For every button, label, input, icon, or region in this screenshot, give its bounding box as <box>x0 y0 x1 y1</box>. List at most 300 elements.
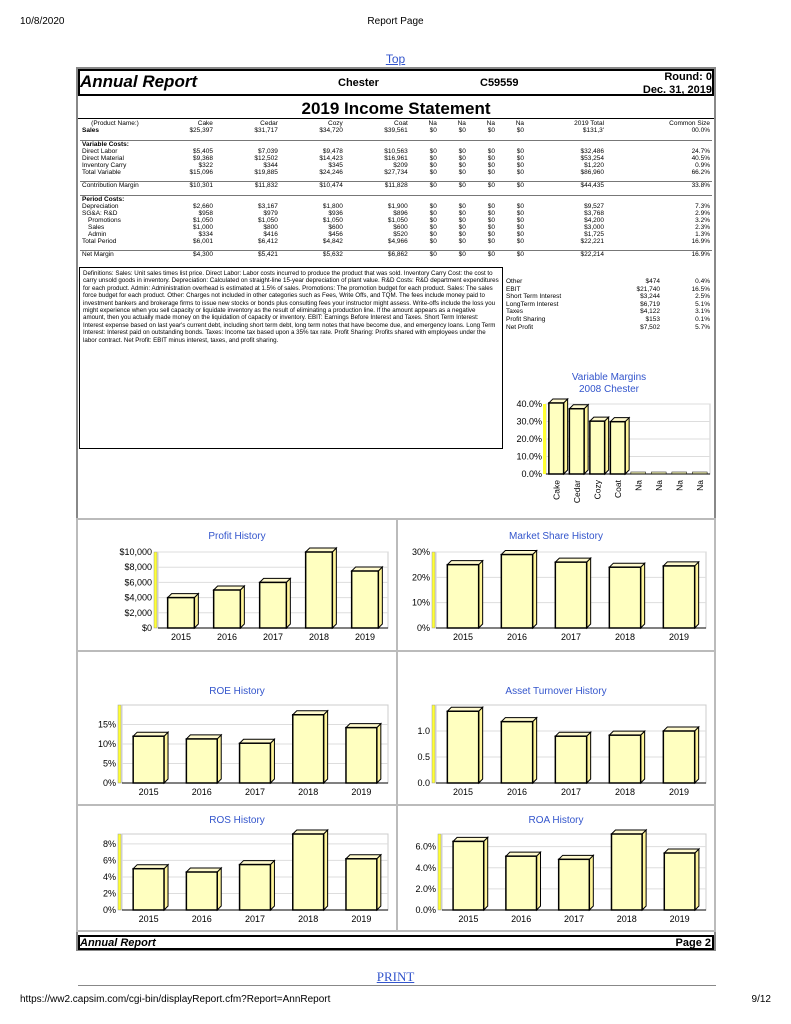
table-row <box>80 162 712 169</box>
bar-2018 <box>609 731 644 783</box>
table-cell: $0 <box>458 154 466 162</box>
table-cell: $0 <box>439 182 468 190</box>
round-label: Round: 0 <box>664 71 712 83</box>
variable-margins-heading: Variable Margins <box>571 372 647 383</box>
header-label: (Product Name:) <box>91 120 139 127</box>
table-cell: $0 <box>429 202 437 210</box>
row-label: Variable Costs: <box>80 140 150 148</box>
x-tick-label: 2017 <box>262 632 284 642</box>
table-cell: $0 <box>487 223 495 231</box>
roe-history-chart <box>78 683 396 803</box>
table-cell: $0 <box>487 168 495 176</box>
table-row <box>80 155 712 162</box>
table-cell: $44,435 <box>526 182 606 190</box>
table-cell: $19,885 <box>254 168 278 176</box>
row-label: Net Margin <box>80 251 150 259</box>
other-item-pct: 0.1% <box>695 315 710 323</box>
table-cell: 2.3% <box>695 223 710 231</box>
bar-2016 <box>501 551 536 628</box>
print-header-title: Report Page <box>367 16 424 27</box>
y-tick-label: 0% <box>416 623 430 633</box>
x-tick-label: Na <box>633 480 644 491</box>
bar-2015 <box>133 865 168 910</box>
table-cell: $936 <box>328 209 343 217</box>
bar-2015 <box>168 594 199 628</box>
bar-2016 <box>214 586 245 628</box>
bar-2018 <box>611 830 646 910</box>
divider <box>78 118 714 119</box>
row-label: Sales <box>88 223 105 231</box>
product-header: Cedar <box>260 120 278 127</box>
row-label: Period Costs: <box>80 195 150 203</box>
table-cell: $344 <box>263 161 278 169</box>
table-row <box>80 210 712 217</box>
table-cell: $0 <box>516 127 524 134</box>
size-header: Common Size <box>669 120 710 127</box>
table-cell <box>410 195 439 203</box>
y-tick-label: 0% <box>102 778 116 788</box>
other-item-row <box>506 308 716 316</box>
table-cell: 2.9% <box>695 209 710 217</box>
table-cell: $4,300 <box>150 251 215 259</box>
bar-Cozy <box>590 417 609 474</box>
table-cell: $1,050 <box>193 216 213 224</box>
income-statement-title: 2019 Income Statement <box>301 99 491 118</box>
x-tick-label: Na <box>694 480 705 491</box>
x-tick-label: 2015 <box>458 914 479 924</box>
x-tick-label: 2015 <box>138 787 159 797</box>
table-row <box>80 231 712 238</box>
table-cell: $1,220 <box>584 161 605 169</box>
other-item-pct: 5.7% <box>695 323 710 331</box>
table-cell: $3,000 <box>584 223 605 231</box>
table-cell: $6,001 <box>193 237 213 245</box>
other-item-row <box>506 301 716 309</box>
table-cell: $0 <box>439 251 468 259</box>
table-cell: $1,050 <box>322 216 343 224</box>
x-tick-label: 2017 <box>244 914 266 924</box>
table-cell: $0 <box>429 168 437 176</box>
table-cell: $0 <box>458 202 466 210</box>
table-cell: $0 <box>410 251 439 259</box>
other-item-row <box>506 286 716 294</box>
table-cell: $0 <box>487 237 495 245</box>
product-header: Cozy <box>328 120 343 127</box>
other-item-pct: 0.4% <box>695 278 710 285</box>
table-cell <box>526 195 606 203</box>
y-tick-label: 2% <box>102 888 116 899</box>
y-axis-bar <box>432 705 435 783</box>
other-item-value: $7,502 <box>640 323 660 331</box>
x-tick-label: 2017 <box>560 632 582 642</box>
other-item-value: $3,244 <box>640 293 660 301</box>
x-tick-label: Cedar <box>571 480 582 504</box>
y-tick-label: 0% <box>102 905 116 915</box>
grid-divider-horizontal <box>76 804 716 806</box>
table-cell <box>468 195 497 203</box>
other-item-pct: 2.5% <box>695 293 710 301</box>
print-date: 10/8/2020 <box>20 16 65 27</box>
table-cell: $0 <box>516 168 524 176</box>
x-tick-label: 2017 <box>244 787 266 797</box>
table-cell: $0 <box>487 127 495 134</box>
table-cell: $1,000 <box>193 223 213 231</box>
table-cell: $0 <box>516 154 524 162</box>
page-number: 9/12 <box>751 994 771 1005</box>
x-tick-label: 2018 <box>298 914 319 924</box>
table-cell <box>439 140 468 148</box>
profit-history-chart <box>78 528 396 648</box>
other-item-label: Profit Sharing <box>506 315 546 323</box>
table-cell: $800 <box>263 223 278 231</box>
table-cell: $416 <box>263 230 278 238</box>
table-row <box>80 238 712 245</box>
table-cell <box>345 195 410 203</box>
bar-2016 <box>186 735 221 783</box>
table-cell: 7.3% <box>695 202 710 210</box>
table-cell: 3.2% <box>695 216 710 224</box>
other-item-label: Taxes <box>506 308 523 316</box>
table-cell: $5,405 <box>193 147 213 155</box>
table-cell: $0 <box>497 182 526 190</box>
row-label: Direct Material <box>82 154 124 162</box>
table-cell: $0 <box>429 237 437 245</box>
table-cell: 0.9% <box>695 161 710 169</box>
y-tick-label: $8,000 <box>124 562 152 573</box>
bar-2017 <box>555 732 590 783</box>
product-header: Coat <box>394 120 408 127</box>
table-cell: $24,246 <box>319 168 343 176</box>
other-items <box>506 278 716 331</box>
market-share-history-chart <box>398 528 714 648</box>
bar-2018 <box>306 548 337 628</box>
bar-2017 <box>555 558 590 628</box>
table-cell: $0 <box>487 202 495 210</box>
x-tick-label: 2019 <box>354 632 376 642</box>
x-tick-label: Na <box>674 480 685 491</box>
y-tick-label: 5% <box>102 758 116 769</box>
y-axis-bar <box>118 705 121 783</box>
table-cell: $0 <box>429 154 437 162</box>
y-tick-label: $4,000 <box>124 592 152 603</box>
y-tick-label: 10% <box>411 597 430 608</box>
table-cell: 16.9% <box>606 251 712 259</box>
table-cell: 00.0% <box>691 127 710 134</box>
x-tick-label: 2019 <box>669 914 690 924</box>
bar-2018 <box>609 563 644 628</box>
print-link[interactable]: PRINT <box>376 969 415 984</box>
x-tick-label: 2018 <box>308 632 330 642</box>
table-cell: $0 <box>429 127 437 134</box>
table-cell: $7,039 <box>257 147 278 155</box>
bar-2018 <box>293 830 328 910</box>
table-cell: $0 <box>458 223 466 231</box>
table-cell <box>606 195 712 203</box>
table-cell: $34,720 <box>319 127 343 134</box>
table-cell: $0 <box>458 168 466 176</box>
row-label: SG&A: R&D <box>82 209 118 217</box>
x-tick-label: 2015 <box>452 787 474 797</box>
y-tick-label: 0.0% <box>415 905 436 915</box>
table-cell: $896 <box>393 209 408 217</box>
y-tick-label: 8% <box>102 838 116 849</box>
table-cell: $0 <box>516 209 524 217</box>
table-cell <box>468 140 497 148</box>
y-tick-label: $6,000 <box>124 577 152 588</box>
table-cell <box>345 140 410 148</box>
table-cell: $4,200 <box>584 216 605 224</box>
other-item-row <box>506 278 716 286</box>
row-label: Total Period <box>82 237 117 245</box>
y-axis-bar <box>438 834 441 910</box>
table-cell: $9,527 <box>584 202 605 210</box>
bar-2015 <box>133 732 168 783</box>
row-label: Inventory Carry <box>82 161 127 169</box>
x-tick-label: 2016 <box>506 787 528 797</box>
table-cell: 66.2% <box>691 168 710 176</box>
variable-margins-title <box>506 372 712 396</box>
y-tick-label: 30.0% <box>516 416 542 427</box>
table-cell: $32,486 <box>580 147 605 155</box>
table-cell: $0 <box>497 251 526 259</box>
table-cell: $11,828 <box>345 182 410 190</box>
table-cell <box>526 140 606 148</box>
table-cell: $4,842 <box>322 237 343 245</box>
table-cell <box>215 195 280 203</box>
bar-2018 <box>293 711 328 783</box>
table-cell: 1.3% <box>695 230 710 238</box>
table-row <box>80 182 712 190</box>
bar-2017 <box>559 855 594 910</box>
footer-title: Annual Report <box>80 937 156 949</box>
y-tick-label: $2,000 <box>124 607 152 618</box>
report-title: Annual Report <box>80 72 198 91</box>
table-cell: $27,734 <box>384 168 408 176</box>
product-header: Cake <box>197 120 213 127</box>
table-cell: $6,862 <box>345 251 410 259</box>
other-item-row <box>506 316 716 324</box>
chart-title: Profit History <box>208 531 266 542</box>
row-label: Depreciation <box>82 202 119 210</box>
other-item-value: $21,740 <box>636 285 660 293</box>
table-cell: 40.5% <box>691 154 710 162</box>
table-cell: $0 <box>429 223 437 231</box>
y-tick-label: 20% <box>411 572 430 583</box>
table-cell: $0 <box>468 251 497 259</box>
table-cell: $1,800 <box>322 202 343 210</box>
table-cell: $53,254 <box>580 154 605 162</box>
top-link[interactable]: Top <box>385 52 406 66</box>
other-item-label: Other <box>506 278 523 285</box>
table-cell: $209 <box>393 161 408 169</box>
table-cell: 33.8% <box>606 182 712 190</box>
table-row <box>80 195 712 203</box>
table-row <box>80 203 712 210</box>
y-tick-label: 0.0% <box>521 469 542 479</box>
table-cell: 24.7% <box>691 147 710 155</box>
other-item-value: $4,122 <box>640 308 660 316</box>
table-cell: $3,167 <box>257 202 278 210</box>
table-cell: $0 <box>516 216 524 224</box>
bar-Cake <box>549 399 568 474</box>
chart-title: ROS History <box>209 815 265 826</box>
bar-2015 <box>453 837 488 910</box>
y-tick-label: 2.0% <box>415 883 436 894</box>
table-cell: $979 <box>263 209 278 217</box>
other-item-label: Short Term Interest <box>506 293 562 301</box>
x-tick-label: Na <box>653 480 664 491</box>
table-cell <box>439 195 468 203</box>
table-cell: $10,301 <box>150 182 215 190</box>
x-tick-label: 2019 <box>351 914 372 924</box>
table-row <box>80 224 712 231</box>
table-cell: $958 <box>198 209 213 217</box>
row-label: Total Variable <box>82 168 121 176</box>
table-cell: $5,632 <box>280 251 345 259</box>
page-url: https://ww2.capsim.com/cgi-bin/displayReport.cfm?Report=AnnReport <box>20 994 331 1005</box>
product-header: Na <box>428 120 437 127</box>
other-item-label: Net Profit <box>506 323 534 331</box>
y-tick-label: 0.5 <box>417 752 430 762</box>
grid-divider-horizontal <box>76 650 716 652</box>
table-cell: $1,725 <box>584 230 605 238</box>
table-cell: $0 <box>487 147 495 155</box>
chart-title: ROE History <box>209 686 265 697</box>
bar-2017 <box>240 861 275 910</box>
report-date: Dec. 31, 2019 <box>642 84 712 96</box>
table-cell <box>606 140 712 148</box>
table-cell: $1,050 <box>257 216 278 224</box>
row-label: Direct Labor <box>82 147 118 155</box>
other-item-row <box>506 324 716 332</box>
x-tick-label: 2018 <box>614 632 636 642</box>
table-cell: $345 <box>328 161 343 169</box>
table-cell: $0 <box>429 216 437 224</box>
table-cell: $0 <box>458 161 466 169</box>
table-cell <box>280 140 345 148</box>
y-tick-label: 40.0% <box>516 399 542 409</box>
table-cell: $86,960 <box>580 168 605 176</box>
bar-2016 <box>186 868 221 910</box>
table-cell: $131,3' <box>582 127 605 134</box>
table-cell: $0 <box>429 147 437 155</box>
x-tick-label: Cake <box>551 480 562 500</box>
table-cell: $4,966 <box>387 237 408 245</box>
y-tick-label: 30% <box>411 547 430 557</box>
bar-Cedar <box>569 405 588 474</box>
bar-2016 <box>506 852 541 910</box>
table-cell: $15,096 <box>189 168 213 176</box>
product-header: Na <box>486 120 495 127</box>
table-cell: $0 <box>516 161 524 169</box>
bar-2017 <box>260 578 291 628</box>
roa-history-chart <box>398 812 714 930</box>
divider <box>78 985 716 986</box>
table-cell: $0 <box>516 223 524 231</box>
table-cell: $0 <box>458 230 466 238</box>
bar-2016 <box>501 718 536 783</box>
x-tick-label: 2018 <box>298 787 319 797</box>
product-header: Na <box>515 120 524 127</box>
row-label: Contribution Margin <box>80 182 150 190</box>
x-tick-label: 2015 <box>170 632 192 642</box>
table-cell: $10,474 <box>280 182 345 190</box>
bar-2019 <box>346 724 381 783</box>
company-name: Chester <box>338 77 379 89</box>
x-tick-label: 2015 <box>452 632 474 642</box>
table-cell: $600 <box>328 223 343 231</box>
x-tick-label: 2016 <box>191 914 212 924</box>
bar-2019 <box>663 562 698 628</box>
table-cell: $0 <box>458 237 466 245</box>
table-cell: $2,660 <box>193 202 213 210</box>
x-tick-label: 2016 <box>506 632 528 642</box>
table-cell: $0 <box>487 216 495 224</box>
bar-2017 <box>240 739 275 783</box>
table-cell: $520 <box>393 230 408 238</box>
table-cell: $11,832 <box>215 182 280 190</box>
product-header: Na <box>457 120 466 127</box>
bar-2019 <box>663 727 698 783</box>
table-cell: $0 <box>429 209 437 217</box>
x-tick-label: 2018 <box>616 914 637 924</box>
x-tick-label: Cozy <box>592 480 603 500</box>
table-cell: $10,563 <box>384 147 408 155</box>
table-cell: $22,221 <box>580 237 605 245</box>
chart-title: ROA History <box>528 815 584 826</box>
table-cell: $322 <box>198 161 213 169</box>
table-row <box>80 169 712 176</box>
table-cell <box>497 140 526 148</box>
table-cell <box>280 195 345 203</box>
variable-margins-subtitle: 2008 Chester <box>578 384 640 395</box>
table-row <box>80 251 712 259</box>
row-label: Promotions <box>88 216 121 224</box>
table-cell <box>410 140 439 148</box>
y-axis-bar <box>543 404 546 474</box>
table-cell: $9,368 <box>193 154 213 162</box>
table-cell: $3,768 <box>584 209 605 217</box>
x-tick-label: 2016 <box>216 632 238 642</box>
other-item-value: $153 <box>645 315 660 323</box>
other-item-label: EBIT <box>506 285 521 293</box>
x-tick-label: 2016 <box>511 914 532 924</box>
x-tick-label: 2016 <box>191 787 212 797</box>
table-cell: $0 <box>468 182 497 190</box>
other-item-row <box>506 293 716 301</box>
definitions-text: Definitions: Sales: Unit sales times list price. Direct Labor: Labor costs incurred to produce the product that was sold. Inventory Carry Cost: the cost to carry unsold goods in inventory. Depreciation: Calculated on straight-line 15-year depreciation of plant value. R&D Costs: R&D department expenditures for each product. Admin: Administration overhead is estimated at 1.5% of sales. Promotions: The promotion budget for each product. Sales: The sales force budget for each product. Other: Charges not included in other categories such as Fees, Write Offs, and TQM. The fees include money paid to investment bankers and brokerage firms to issue new stocks or bonds plus consulting fees your instructor might assess. Write-offs include the loss you might experience when you sell capacity or liquidate inventory as the result of eliminating a production line. If the amount appears as a negative amount, then you actually made money on the liquidation of capacity or inventory. EBIT: Earnings Before Interest and Taxes. Short Term Interest: Interest expense based on last year's current debt, including short term debt, long term notes that have become due, and emergency loans. Long Term Interest: Interest paid on outstanding bonds. Taxes: Income tax based upon a 35% tax rate. Profit Sharing: Profits shared with employees under the labor contract. Net Profit: EBIT minus interest, taxes, and profit sharing. <box>79 267 503 449</box>
bar-2019 <box>352 567 383 628</box>
total-header: 2019 Total <box>574 120 605 127</box>
y-tick-label: 6% <box>102 855 116 866</box>
footer-page: Page 2 <box>675 937 711 949</box>
table-row <box>80 127 712 134</box>
table-cell: $456 <box>328 230 343 238</box>
y-tick-label: 10.0% <box>516 451 542 462</box>
table-row <box>80 148 712 155</box>
table-cell: $1,050 <box>387 216 408 224</box>
y-tick-label: 10% <box>97 739 116 749</box>
y-tick-label: 4% <box>102 871 116 882</box>
table-cell <box>150 140 215 148</box>
table-cell: $0 <box>516 237 524 245</box>
y-tick-label: 6.0% <box>415 841 436 852</box>
table-cell: $5,421 <box>215 251 280 259</box>
other-item-value: $474 <box>645 278 660 285</box>
other-item-pct: 5.1% <box>695 300 710 308</box>
table-cell <box>497 195 526 203</box>
table-header <box>80 120 712 127</box>
